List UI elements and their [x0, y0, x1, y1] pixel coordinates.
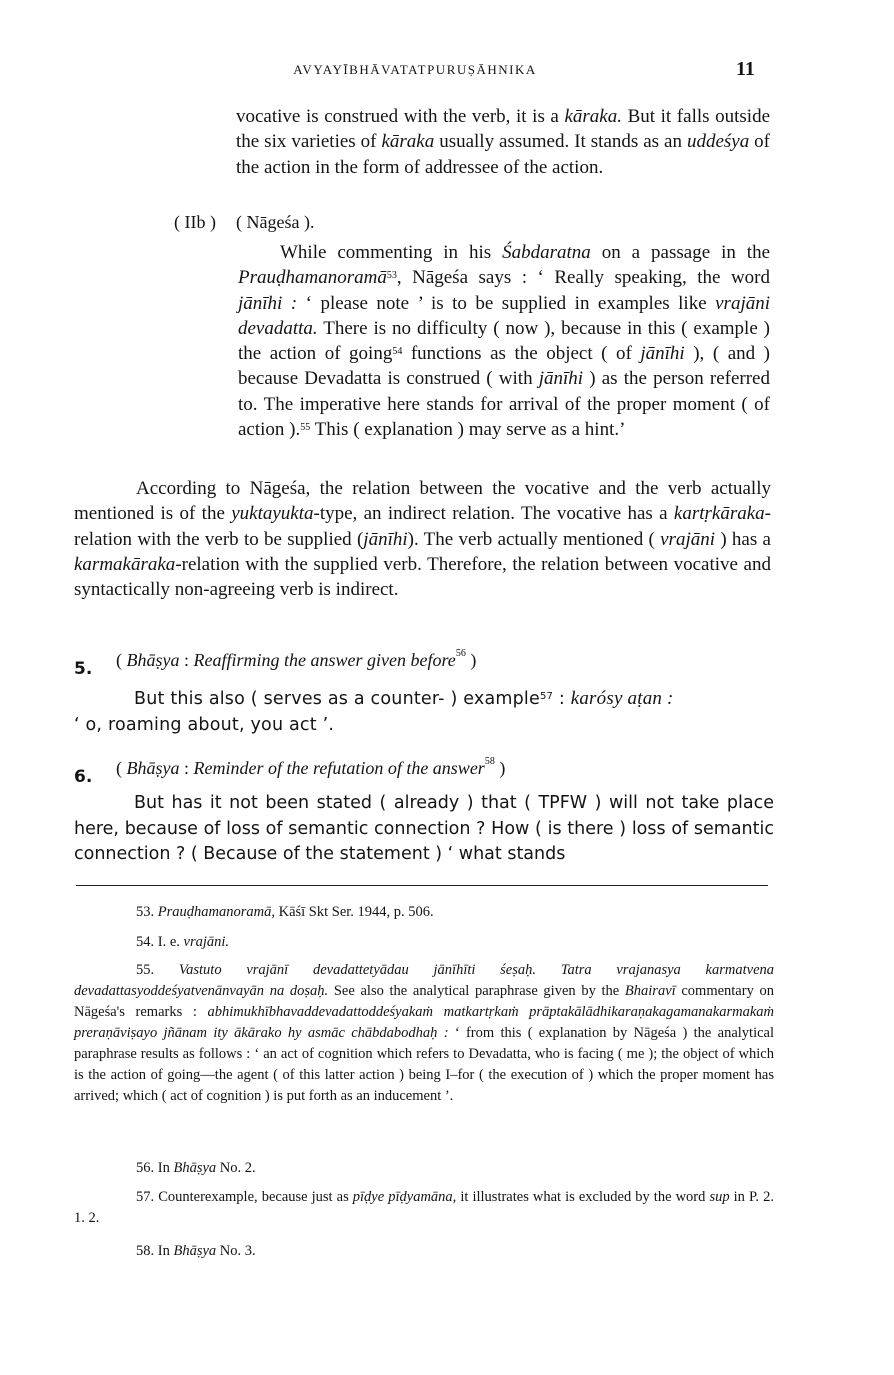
section-5-body: But this also ( serves as a counter- ) example$^{57}$ : karósy aṭan : ‘ o, roaming about, you act ’.: [74, 688, 674, 735]
section-5-title: ( Bhāṣya : Reaffirming the answer given before$^{56}$ ): [116, 648, 477, 670]
section-6-number: 6.: [74, 767, 93, 787]
page-number: 11: [736, 58, 755, 80]
footnote-divider: [76, 885, 768, 886]
nagesa-quote: While commenting in his Śabdaratna on a passage in the Prauḍhamanoramā$^{53}$, Nāgeśa says : ‘ Really speaking, the word jānīhi : ‘ please note ’ is to be supplied in examples like vrajāni devadatta. There is no difficulty ( now ), because in this ( example ) the action of going$^{54}$ functions as the object ( of jānīhi ), ( and ) because Devadatta is construed ( with jānīhi ) as the person referred to. The imperative here stands for arrival of the proper moment ( of action ).$^{55}$ This ( explanation ) may serve as a hint.’: [238, 242, 771, 441]
section-6-body: But has it not been stated ( already ) that ( TPFW ) will not take place here, because of loss of semantic connection ? How ( is there ) loss of semantic connection ? ( Because of the statement ) ‘ what stands: [74, 793, 774, 864]
footnote-54: 54. I. e. vrajāni.: [136, 934, 230, 950]
section-6-title: ( Bhāṣya : Reminder of the refutation of the answer$^{58}$ ): [116, 756, 506, 778]
footnote-55: 55. Vastuto vrajānī devadattetyādau jānīhīti śeṣaḥ. Tatra vrajanasya karmatvena devadattasyoddeśyatvenānvayān na doṣaḥ. See also the analytical paraphrase given by the Bhairavī commentary on Nāgeśa's remarks : abhimukhībhavaddevadattoddeśyakaṁ matkartṛkaṁ prāptakālādhikaraṇakagamanakarmakaṁ preraṇāviṣayo jñānam ity ākārako hy asmāc chābdabodhaḥ : ‘ from this ( explanation by Nāgeśa ) the analytical paraphrase results as follows : ‘ an act of cognition which refers to Devadatta, who is facing ( me ); the object of which is the action of going—the agent ( of this latter action ) being I–for ( the execution of ) which the proper moment has arrived; which ( act of cognition ) is put forth as an inducement ’.: [74, 962, 775, 1104]
para-main: According to Nāgeśa, the relation between the vocative and the verb actually mentioned is of the yuktayukta-type, an indirect relation. The vocative has a kartṛkāraka-relation with the verb to be supplied (jānīhi). The verb actually mentioned ( vrajāni ) has a karmakāraka-relation with the supplied verb. Therefore, the relation between vocative and syntactically non-agreeing verb is indirect.: [74, 478, 771, 601]
para-top: vocative is construed with the verb, it is a kāraka. But it falls outside the six varieties of kāraka usually assumed. It stands as an uddeśya of the action in the form of addressee of the action.: [236, 106, 771, 178]
section-5-number: 5.: [74, 659, 93, 679]
footnote-53: 53. Prauḍhamanoramā, Kāśī Skt Ser. 1944, p. 506.: [136, 904, 434, 920]
footnote-58: 58. In Bhāṣya No. 3.: [136, 1243, 256, 1259]
footnote-56: 56. In Bhāṣya No. 2.: [136, 1160, 256, 1176]
footnote-57: 57. Counterexample, because just as pīḍye pīḍyamāna, it illustrates what is excluded by the word sup in P. 2. 1. 2.: [74, 1189, 774, 1226]
subsection-label-iib: ( IIb ): [174, 212, 216, 232]
running-header: AVYAYĪBHĀVATATPURUṢĀHNIKA: [293, 62, 537, 77]
subsection-title-nagesa: ( Nāgeśa ).: [236, 212, 315, 232]
